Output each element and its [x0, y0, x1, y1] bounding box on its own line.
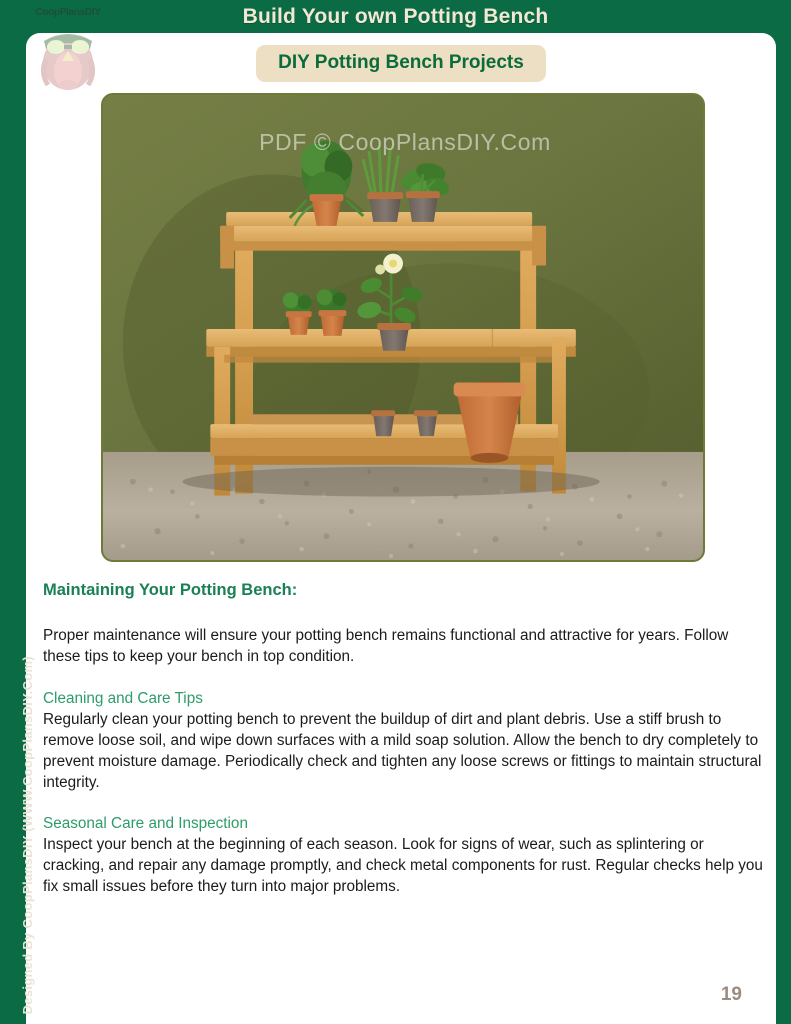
subheading-cleaning-and-care-tips: Cleaning and Care Tips	[43, 689, 203, 707]
article-intro-paragraph: Proper maintenance will ensure your potting bench remains functional and attractive for years. Follow these tips to keep your bench in top condition.	[43, 627, 729, 665]
article-body	[43, 581, 763, 919]
section-title-pill: DIY Potting Bench Projects	[256, 45, 546, 82]
sidebar-credit-label: Designed By CoopPlansDIY (WWW.CoopPlansDIY.Com)	[20, 655, 35, 1014]
brand-logo-label: CoopPlansDIY	[35, 7, 101, 18]
subheading-seasonal-care-and-inspection: Seasonal Care and Inspection	[43, 814, 248, 832]
article-heading: Maintaining Your Potting Bench:	[43, 581, 298, 599]
paragraph-seasonal-care-and-inspection: Inspect your bench at the beginning of each season. Look for signs of wear, such as splintering or cracking, and repair any damage promptly, and check metal components for rust. Regular checks help you fix small issues before they turn into major problems.	[43, 835, 763, 895]
potting-bench-photo	[101, 93, 705, 562]
sidebar-credit-strip	[0, 0, 35, 1024]
page-number: 19	[720, 984, 742, 1005]
page-title: Build Your own Potting Bench	[242, 4, 549, 28]
section-title-row	[26, 45, 776, 82]
content-card	[26, 33, 776, 1024]
page-header	[0, 0, 791, 33]
potting-bench-illustration	[103, 95, 703, 560]
paragraph-cleaning-and-care-tips: Regularly clean your potting bench to prevent the buildup of dirt and plant debris. Use a stiff brush to remove loose soil, and wipe down surfaces with a mild soap solution. Allow the bench to dry completely to prevent moisture damage. Periodically check and tighten any loose screws or fittings to maintain structural integrity.	[43, 710, 762, 791]
photo-watermark: PDF © CoopPlansDIY.Com	[259, 129, 551, 155]
